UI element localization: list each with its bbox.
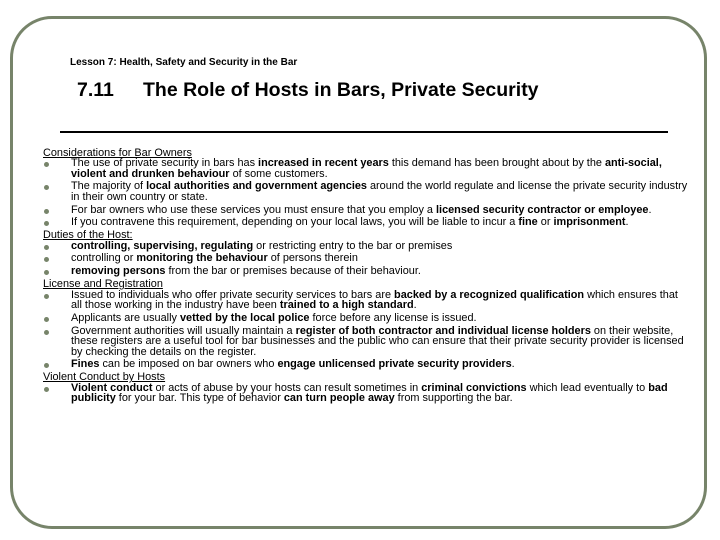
text-run: around the world regulate and license the private security industry in their own country or state. <box>71 180 688 203</box>
bullet-item <box>43 313 691 324</box>
text-run: on their website, these registers are a useful tool for bar businesses and the public who can ensure that their private security provider is licensed by checking the details on the register. <box>71 324 684 358</box>
text-run: or <box>537 216 554 229</box>
title-text: The Role of Hosts in Bars, Private Security <box>143 79 539 101</box>
bullet-icon <box>44 162 49 167</box>
bold-text: vetted by the local police <box>179 311 310 324</box>
section-heading: Duties of the Host: <box>43 229 133 242</box>
text-run: can be imposed on bar owners who <box>99 358 278 371</box>
bullet-item <box>43 205 691 216</box>
bold-text: imprisonment <box>553 216 626 229</box>
bullet-item <box>43 158 691 179</box>
bullet-item <box>43 290 691 311</box>
text-run: of some customers. <box>229 167 328 180</box>
bold-text: register of both contractor and individual license holders <box>295 324 591 337</box>
slide-title <box>77 79 539 102</box>
bullet-item <box>43 359 691 370</box>
title-number: 7.11 <box>77 79 114 101</box>
text-run: which lead eventually to <box>526 381 649 394</box>
bullet-item <box>43 266 691 277</box>
text-run: The use of private security in bars has <box>71 157 259 169</box>
bold-text: engage unlicensed private security providers <box>277 358 512 371</box>
bullet-list <box>43 241 691 277</box>
bold-text: fine <box>518 216 538 229</box>
text-run: which ensures that all those working in the industry have been <box>71 288 678 312</box>
bold-text: trained to a high standard <box>279 299 414 312</box>
bullet-item <box>43 326 691 358</box>
text-run: for your bar. This type of behavior <box>115 392 284 405</box>
lesson-header: Lesson 7: Health, Safety and Security in the Bar <box>70 57 298 68</box>
text-run: of persons therein <box>267 252 358 265</box>
bullet-icon <box>44 294 49 299</box>
bullet-item <box>43 181 691 202</box>
bold-text: increased in recent years <box>258 157 389 169</box>
bullet-list <box>43 290 691 370</box>
bold-text: backed by a recognized qualification <box>394 288 585 301</box>
section-heading: License and Registration <box>43 278 163 291</box>
bold-text: Violent conduct <box>71 381 153 394</box>
text-run: Applicants are usually <box>71 311 180 324</box>
bold-text: anti-social, violent and drunken behaviour <box>71 157 662 180</box>
text-run: from the bar or premises because of their behaviour. <box>165 265 421 278</box>
text-run: . <box>413 299 417 312</box>
bullet-icon <box>44 317 49 322</box>
text-run: this demand has been brought about by the <box>388 157 605 169</box>
bullet-item <box>43 383 691 404</box>
bullet-icon <box>44 245 49 250</box>
text-run: The majority of <box>71 180 147 193</box>
text-run: from supporting the bar. <box>394 392 513 405</box>
text-run: Government authorities will usually maintain a <box>71 324 296 337</box>
title-divider <box>60 131 668 133</box>
bold-text: can turn people away <box>283 392 395 405</box>
bold-text: Fines <box>71 358 100 371</box>
bullet-icon <box>44 257 49 262</box>
text-run: force before any license is issued. <box>309 311 477 324</box>
text-run: . <box>511 358 515 371</box>
bullet-icon <box>44 363 49 368</box>
bullet-icon <box>44 387 49 392</box>
bullet-item <box>43 217 691 228</box>
slide-content <box>43 147 691 406</box>
bold-text: local authorities and government agencies <box>146 180 367 193</box>
text-run: controlling or <box>71 252 137 265</box>
text-run: Issued to individuals who offer private security services to bars are <box>71 288 395 301</box>
text-run: or acts of abuse by your hosts can result sometimes in <box>152 381 422 394</box>
bold-text: licensed security contractor or employee <box>436 203 649 216</box>
bold-text: criminal convictions <box>421 381 527 394</box>
bullet-icon <box>44 270 49 275</box>
bullet-icon <box>44 330 49 335</box>
bullet-item <box>43 241 691 252</box>
bold-text: bad publicity <box>71 381 668 405</box>
bullet-icon <box>44 209 49 214</box>
text-run: or restricting entry to the bar or premises <box>253 239 453 252</box>
bullet-icon <box>44 185 49 190</box>
text-run: . <box>625 216 629 229</box>
section-heading: Violent Conduct by Hosts <box>43 371 166 384</box>
bullet-list <box>43 158 691 228</box>
bold-text: controlling, supervising, regulating <box>71 239 254 252</box>
section-heading: Considerations for Bar Owners <box>43 146 192 159</box>
bold-text: monitoring the behaviour <box>136 252 268 265</box>
bullet-icon <box>44 221 49 226</box>
text-run: For bar owners who use these services you must ensure that you employ a <box>71 203 437 216</box>
text-run: . <box>648 203 652 216</box>
bullet-item <box>43 253 691 264</box>
bold-text: removing persons <box>71 265 166 278</box>
text-run: If you contravene this requirement, depending on your local laws, you will be liable to incur a <box>71 216 519 229</box>
bullet-list <box>43 383 691 404</box>
